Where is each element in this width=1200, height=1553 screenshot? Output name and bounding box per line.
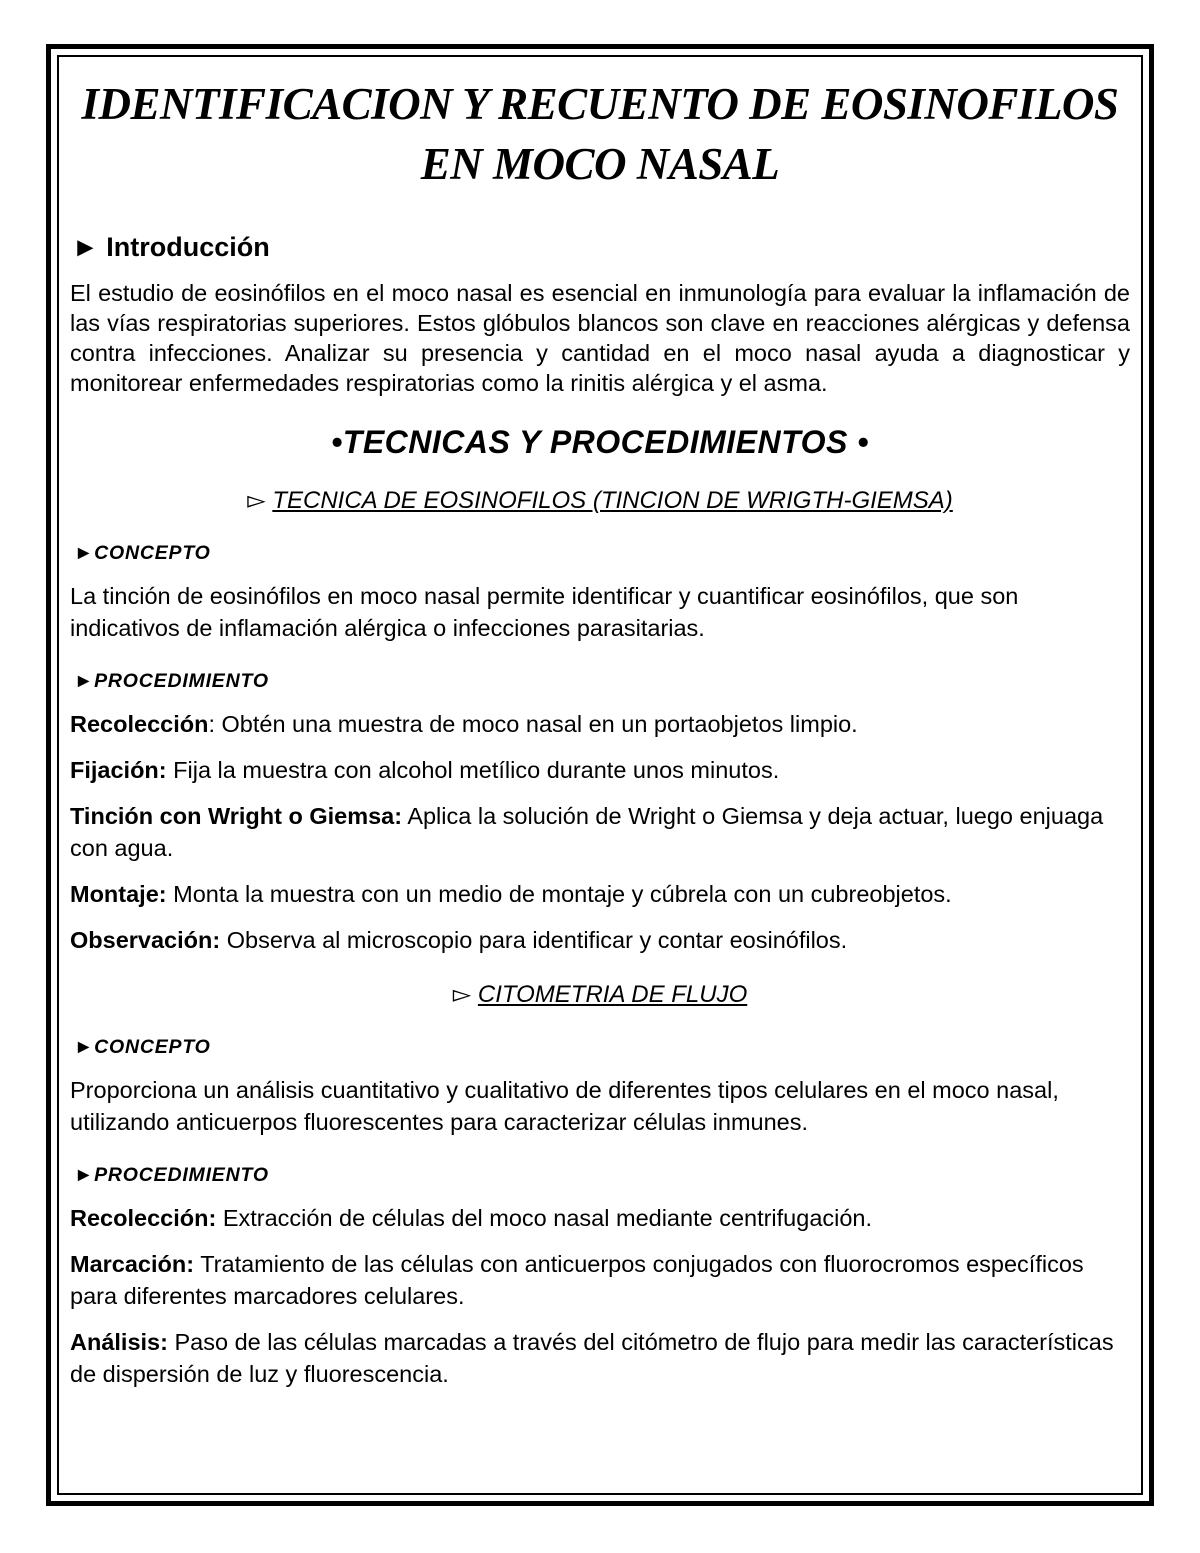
step-term: Tinción con Wright o Giemsa: — [70, 803, 403, 829]
step-text: Fija la muestra con alcohol metílico durante unos minutos. — [173, 757, 780, 783]
technique1-heading — [70, 486, 1130, 516]
step-sep: : — [208, 711, 222, 737]
step-text: Paso de las células marcadas a través del citómetro de flujo para medir las características de dispersión de luz y fluorescencia. — [70, 1329, 1114, 1387]
step-text: Monta la muestra con un medio de montaje y cúbrela con un cubreobjetos. — [173, 881, 952, 907]
step-term: Montaje: — [70, 881, 167, 907]
technique1-step — [70, 924, 1130, 956]
technique2-step — [70, 1202, 1130, 1234]
technique1-step — [70, 754, 1130, 786]
step-text: Aplica la solución de Wright o Giemsa y deja actuar, luego enjuaga con agua. — [70, 803, 1104, 861]
step-text: Obtén una muestra de moco nasal en un portaobjetos limpio. — [221, 711, 858, 737]
technique1-procedure-label: ►PROCEDIMIENTO — [74, 670, 269, 692]
technique1-concept-label: ►CONCEPTO — [74, 542, 211, 564]
technique2-concept-text: Proporciona un análisis cuantitativo y cualitativo de diferentes tipos celulares en el moco nasal, utilizando anticuerpos fluorescentes para caracterizar células inmunes. — [70, 1077, 1059, 1135]
document-content — [70, 70, 1130, 1390]
technique2-step — [70, 1248, 1130, 1312]
intro-heading: ► Introducción — [72, 232, 270, 262]
technique1-step — [70, 800, 1130, 864]
step-term: Recolección — [70, 711, 209, 737]
technique2-arrow-icon: ▻ — [452, 981, 472, 1008]
technique1-step — [70, 708, 1130, 740]
title-line-1: IDENTIFICACION Y RECUENTO DE EOSINOFILOS — [81, 79, 1119, 129]
step-term: Marcación: — [70, 1251, 195, 1277]
step-term: Recolección: — [70, 1205, 217, 1231]
technique1-step — [70, 878, 1130, 910]
technique2-procedure-label: ►PROCEDIMIENTO — [74, 1164, 269, 1186]
title-line-2: EN MOCO NASAL — [420, 139, 780, 189]
step-text: Tratamiento de las células con anticuerpos conjugados con fluorocromos específicos para diferentes marcadores celulares. — [70, 1251, 1084, 1309]
techniques-heading: •TECNICAS Y PROCEDIMIENTOS • — [331, 424, 869, 460]
technique2-concept-label: ►CONCEPTO — [74, 1036, 211, 1058]
technique2-heading — [70, 980, 1130, 1010]
step-text: Observa al microscopio para identificar y contar eosinófilos. — [226, 927, 848, 953]
technique1-concept-text: La tinción de eosinófilos en moco nasal permite identificar y cuantificar eosinófilos, que son indicativos de inflamación alérgica o infecciones parasitarias. — [70, 583, 1019, 641]
step-term: Análisis: — [70, 1329, 168, 1355]
document-title — [70, 74, 1130, 194]
step-term: Fijación: — [70, 757, 167, 783]
technique1-title: TECNICA DE EOSINOFILOS (TINCION DE WRIGTH-GIEMSA) — [272, 487, 953, 514]
step-text: Extracción de células del moco nasal mediante centrifugación. — [222, 1205, 873, 1231]
technique2-title: CITOMETRIA DE FLUJO — [477, 981, 748, 1008]
technique1-arrow-icon: ▻ — [247, 487, 266, 514]
intro-paragraph: El estudio de eosinófilos en el moco nasal es esencial en inmunología para evaluar la inflamación de las vías respiratorias superiores. Estos glóbulos blancos son clave en reacciones alérgicas y defensa contra infecciones. Analizar su presencia y cantidad en el moco nasal ayuda a diagnosticar y monitorear enfermedades respiratorias como la rinitis alérgica y el asma. — [70, 280, 1130, 396]
technique2-step — [70, 1326, 1130, 1390]
step-term: Observación: — [70, 927, 221, 953]
